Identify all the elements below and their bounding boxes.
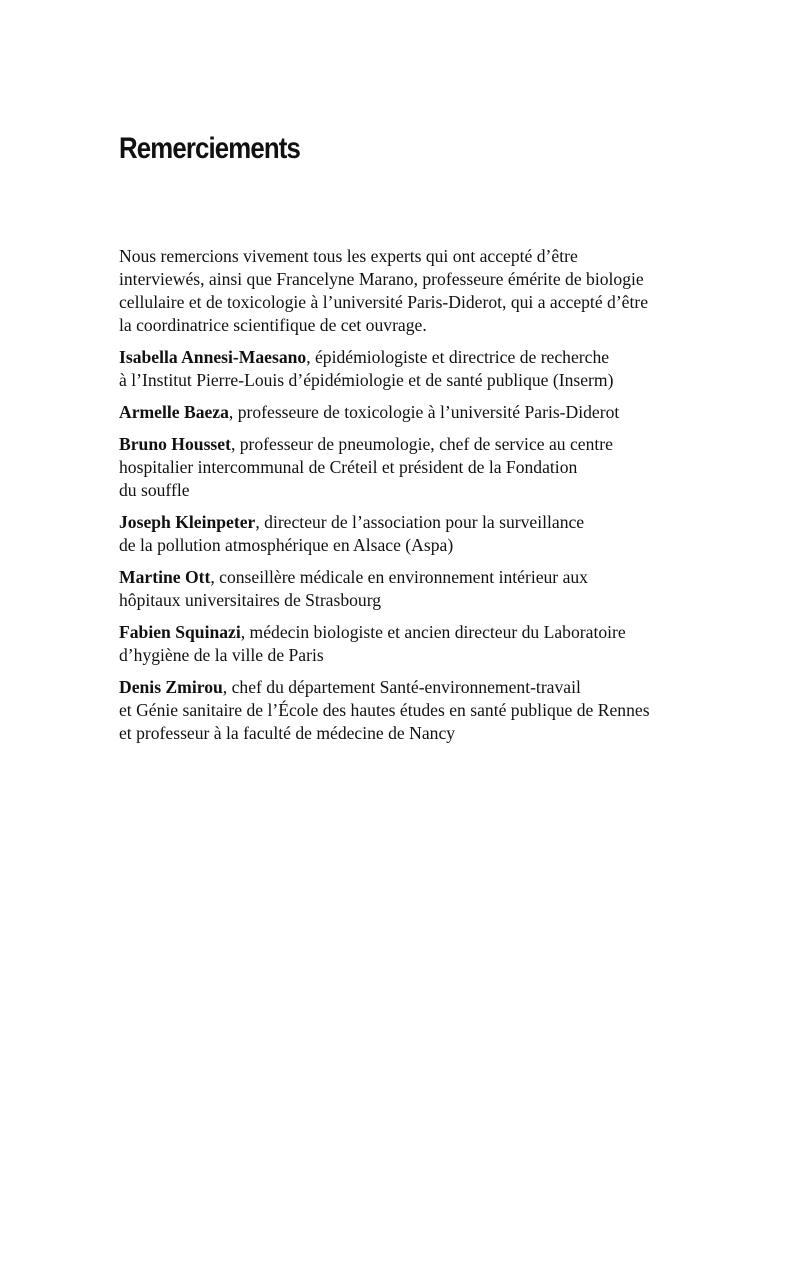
expert-description-line: et Génie sanitaire de l’École des hautes études en santé publique de Rennes [119,700,650,720]
expert-entry-zmirou [119,676,699,745]
intro-paragraph [119,245,699,337]
expert-name: Joseph Kleinpeter [119,512,256,532]
expert-description-line: du souffle [119,480,190,500]
expert-entry-annesi-maesano [119,346,699,392]
expert-description-line: d’hygiène de la ville de Paris [119,645,324,665]
expert-name: Fabien Squinazi [119,622,241,642]
expert-name: Denis Zmirou [119,677,223,697]
expert-name: Isabella Annesi-Maesano [119,347,307,367]
expert-name: Martine Ott [119,567,211,587]
intro-line: interviewés, ainsi que Francelyne Marano, professeure émérite de biologie [119,269,644,289]
expert-entry-squinazi [119,621,699,667]
expert-description-line: de la pollution atmosphérique en Alsace (Aspa) [119,535,454,555]
intro-line: cellulaire et de toxicologie à l’université Paris-Diderot, qui a accepté d’être [119,292,649,312]
acknowledgements-body [119,245,699,754]
expert-entry-kleinpeter [119,511,699,557]
expert-description-line: à l’Institut Pierre-Louis d’épidémiologie et de santé publique (Inserm) [119,370,614,390]
expert-description-line: et professeur à la faculté de médecine de Nancy [119,723,456,743]
intro-line: Nous remercions vivement tous les experts qui ont accepté d’être [119,246,578,266]
expert-description: , professeur de pneumologie, chef de service au centre [230,434,613,454]
expert-description: , directeur de l’association pour la surveillance [255,512,585,532]
expert-description-line: hospitalier intercommunal de Créteil et président de la Fondation [119,457,578,477]
expert-entry-ott [119,566,699,612]
expert-description: , chef du département Santé-environnement-travail [222,677,581,697]
expert-entry-housset [119,433,699,502]
expert-description: , médecin biologiste et ancien directeur du Laboratoire [240,622,626,642]
expert-description: , épidémiologiste et directrice de recherche [306,347,610,367]
expert-entry-baeza [119,401,699,424]
expert-description-line: hôpitaux universitaires de Strasbourg [119,590,382,610]
page-title: Remerciements [119,132,300,165]
expert-description: , professeure de toxicologie à l’université Paris-Diderot [228,402,620,422]
expert-name: Armelle Baeza [119,402,229,422]
expert-description: , conseillère médicale en environnement intérieur aux [210,567,588,587]
intro-line: la coordinatrice scientifique de cet ouvrage. [119,315,427,335]
expert-name: Bruno Housset [119,434,231,454]
